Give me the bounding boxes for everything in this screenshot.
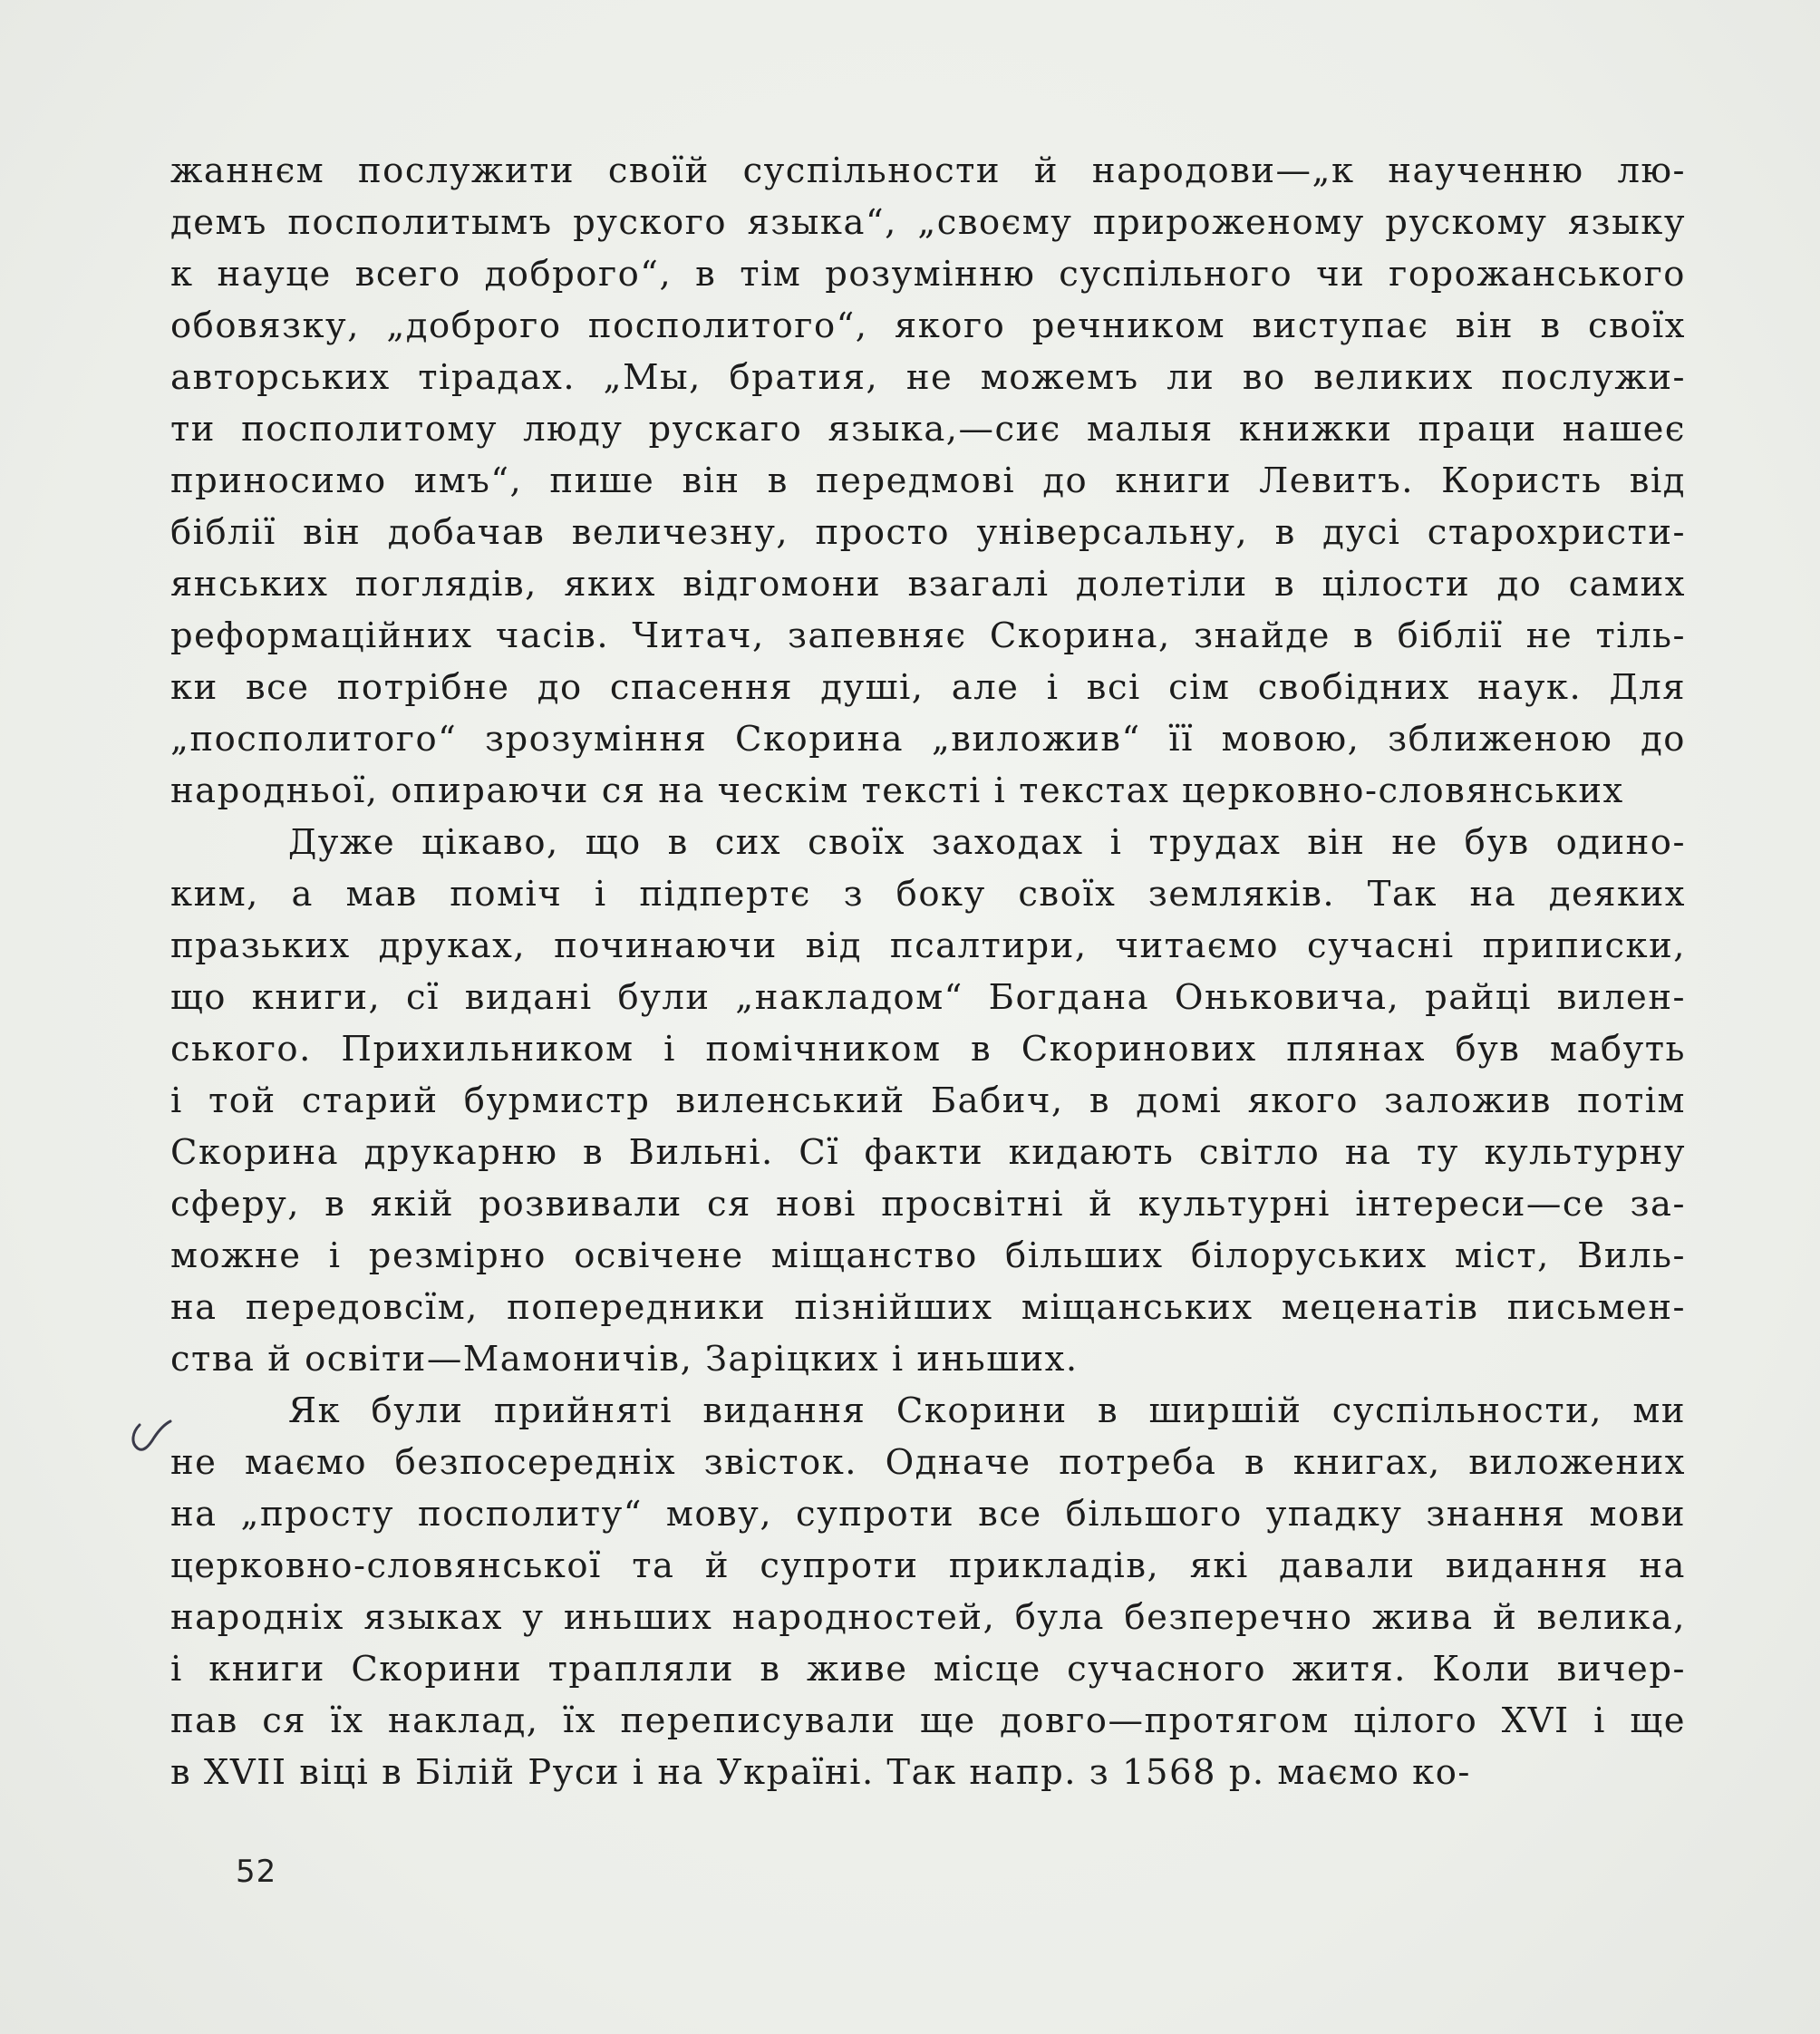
text-line: приносимо имъ“, пише він в передмові до книги Левитъ. Користь від — [170, 460, 1686, 501]
margin-pencil-mark — [127, 1414, 181, 1472]
text-line: Скорина друкарню в Вильні. Сї факти кидають світло на ту культурну — [170, 1132, 1686, 1173]
text-line: демъ посполитымъ рускогo языка“, „своєму прироженому рускому языку — [170, 202, 1686, 243]
text-line: празьких друках, починаючи від псалтири, читаємо сучасні приписки, — [170, 925, 1686, 966]
text-line: ства й освіти—Мамоничів, Заріцких і иньших. — [170, 1339, 1079, 1380]
text-line: Дуже цікаво, що в сих своїх заходах і трудах він не був одино- — [288, 822, 1686, 863]
text-line: народньої, опираючи ся на ческім тексті і текстах церковно-словянських — [170, 770, 1624, 811]
text-line: пав ся їх наклад, їх переписували ще довго—протягом цілого XVI і ще — [170, 1700, 1686, 1741]
paragraph — [170, 817, 1686, 1385]
text-line: ким, а мав поміч і підпертє з боку своїх земляків. Так на деяких — [170, 874, 1686, 915]
text-line: біблії він добачав величезну, просто універсальну, в дусі старохристи- — [170, 512, 1686, 553]
paragraph — [170, 1385, 1686, 1798]
body-text — [170, 145, 1686, 1798]
text-line: ського. Прихильником і помічником в Скоринових плянах був мабуть — [170, 1029, 1686, 1070]
page-number: 52 — [236, 1854, 277, 1890]
text-line: жаннєм послужити своїй суспільности й народови—„к наученню лю- — [170, 150, 1686, 191]
text-line: на передовсїм, попередники пізнійших міщанських меценатів письмен- — [170, 1287, 1686, 1328]
text-line: реформаційних часів. Читач, запевняє Скорина, знайде в біблії не тіль- — [170, 615, 1686, 656]
text-line: церковно-словянської та й супроти прикладів, які давали видання на — [170, 1545, 1686, 1586]
text-line: можне і резмірно освічене міщанство більших білоруських міст, Виль- — [170, 1235, 1686, 1276]
text-line: що книги, сї видані були „накладом“ Богдана Оньковича, райці вилен- — [170, 977, 1686, 1018]
text-line: і той старий бурмистр виленський Бабич, в домі якого заложив потім — [170, 1080, 1686, 1121]
text-line: ки все потрібне до спасення душі, але і всі сім свобідних наук. Для — [170, 667, 1686, 708]
text-line: сферу, в якій розвивали ся нові просвітні й культурні інтереси—се за- — [170, 1184, 1686, 1225]
text-line: авторських тірадах. „Мы, братия, не можемъ ли во великих послужи- — [170, 357, 1686, 398]
text-line: на „просту посполиту“ мову, супроти все більшого упадку знання мови — [170, 1494, 1686, 1535]
text-line: в XVII віці в Білій Руси і на Україні. Так напр. з 1568 р. маємо ко- — [170, 1752, 1471, 1793]
text-line: янських поглядів, яких відгомони взагалі долетіли в цілости до самих — [170, 564, 1686, 605]
text-line: обовязку, „доброго посполитого“, якого речником виступає він в своїх — [170, 305, 1686, 346]
text-line: ти посполитому люду рускаго языка,—сиє малыя книжки праци нашеє — [170, 409, 1686, 450]
text-line: к науце всего доброго“, в тім розумінню суспільного чи горожанського — [170, 254, 1686, 295]
text-line: і книги Скорини трапляли в живе місце сучасного житя. Коли вичер- — [170, 1649, 1686, 1690]
text-line: „посполитого“ зрозуміння Скорина „виложив“ її мовою, зближеною до — [170, 719, 1686, 760]
paragraph — [170, 145, 1686, 817]
text-line: народніх языках у иньших народностей, була безперечно жива й велика, — [170, 1597, 1686, 1638]
text-line: не маємо безпосередніх звісток. Одначе потреба в книгах, виложених — [170, 1442, 1686, 1483]
text-line: Як були прийняті видання Скорини в ширшій суспільности, ми — [288, 1390, 1686, 1431]
